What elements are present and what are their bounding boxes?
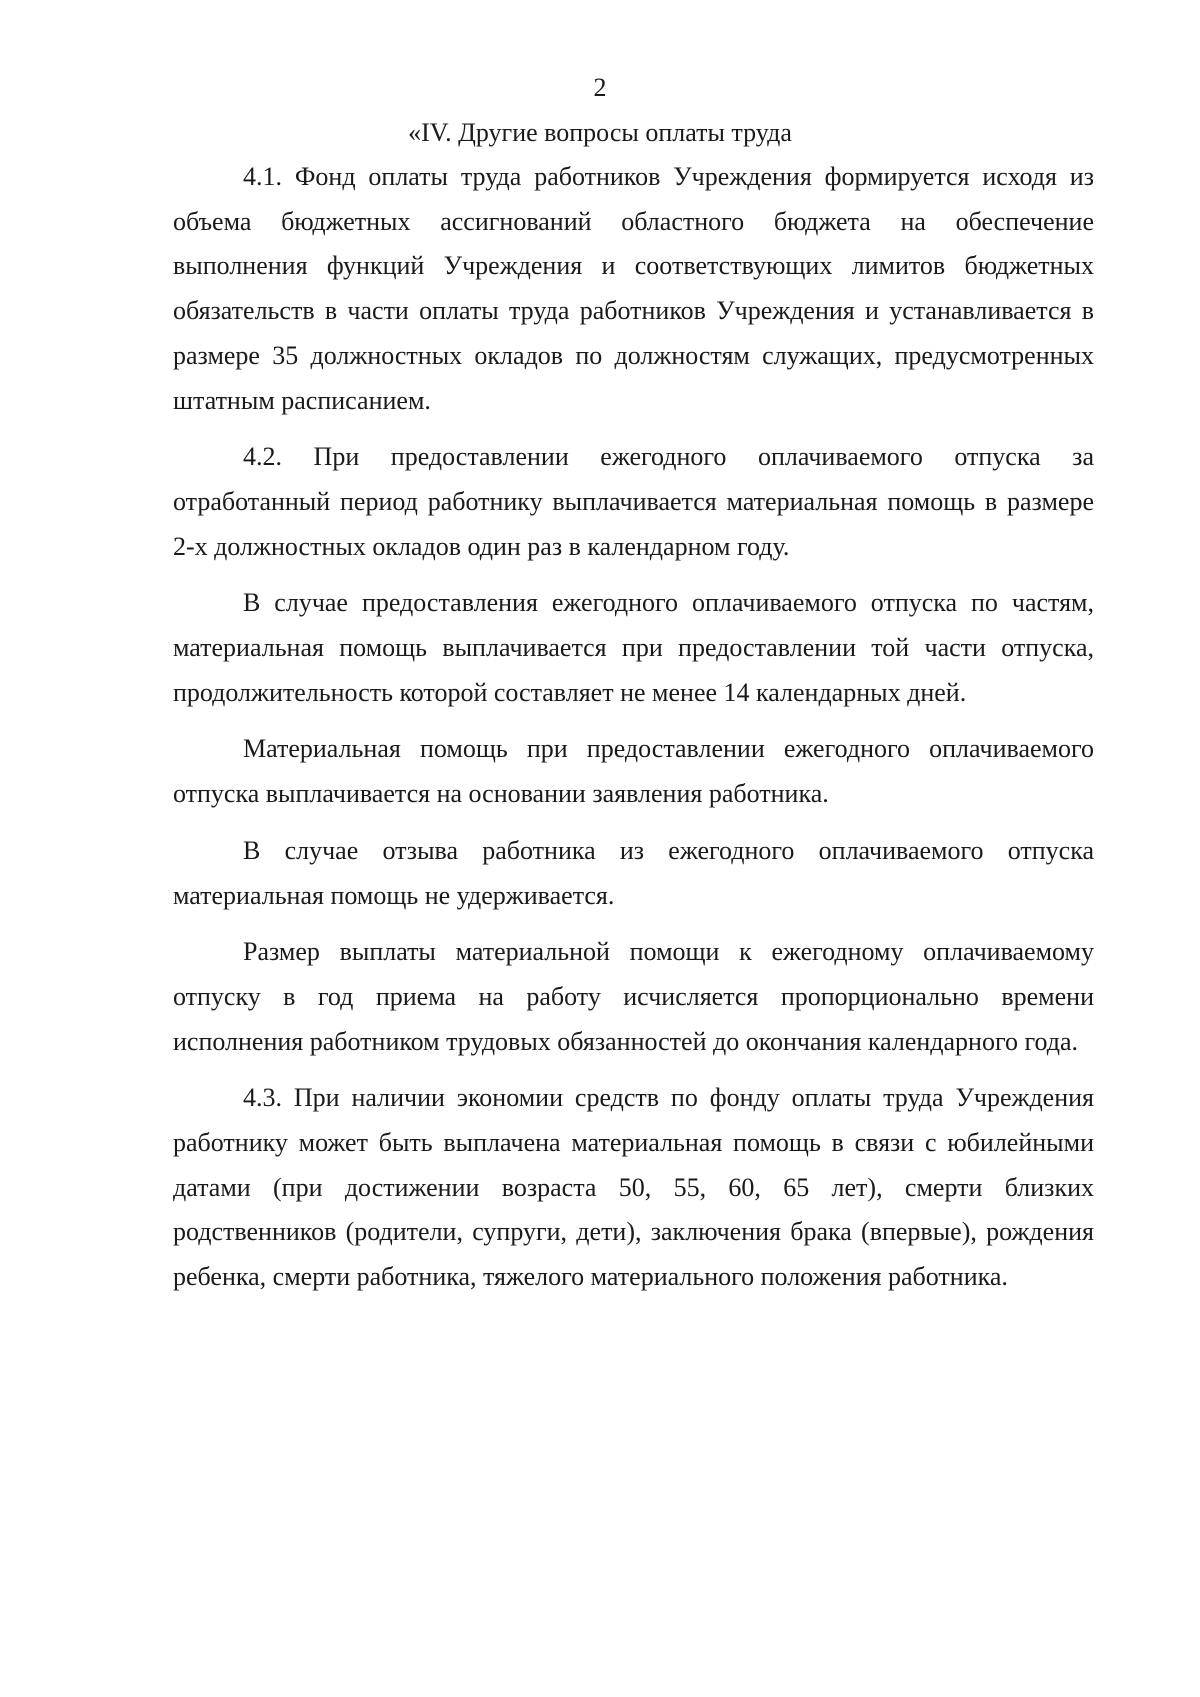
- section-title: «IV. Другие вопросы оплаты труда: [408, 118, 792, 147]
- paragraph-4-2: 4.2. При предоставлении ежегодного оплачиваемого отпуска за отработанный период работнику выплачивается материальная помощь в размере 2-х должностных окладов один раз в календарном году.: [173, 442, 1094, 561]
- paragraph-application-basis: Материальная помощь при предоставлении ежегодного оплачиваемого отпуска выплачивается на основании заявления работника.: [173, 734, 1094, 809]
- paragraph-4-3: 4.3. При наличии экономии средств по фонду оплаты труда Учреждения работнику может быть выплачена материальная помощь в связи с юбилейными датами (при достижении возраста 50, 55, 60, 65 лет), смерти близких родственников (родители, супруги, дети), заключения брака (впервые), рождения ребенка, смерти работника, тяжелого материального положения работника.: [173, 1083, 1094, 1292]
- paragraph-proportional-amount: Размер выплаты материальной помощи к ежегодному оплачиваемому отпуску в год приема на работу исчисляется пропорционально времени исполнения работником трудовых обязанностей до окончания календарного года.: [173, 937, 1094, 1056]
- paragraph-vacation-parts: В случае предоставления ежегодного оплачиваемого отпуска по частям, материальная помощь выплачивается при предоставлении той части отпуска, продолжительность которой составляет не менее 14 календарных дней.: [173, 588, 1094, 707]
- page-number: 2: [593, 73, 607, 102]
- paragraph-4-1: 4.1. Фонд оплаты труда работников Учреждения формируется исходя из объема бюджетных ассигнований областного бюджета на обеспечение выполнения функций Учреждения и соответствующих лимитов бюджетных обязательств в части оплаты труда работников Учреждения и устанавливается в размере 35 должностных окладов по должностям служащих, предусмотренных штатным расписанием.: [173, 162, 1094, 415]
- paragraph-recall: В случае отзыва работника из ежегодного оплачиваемого отпуска материальная помощь не удерживается.: [173, 835, 1094, 910]
- document-body: [173, 155, 1094, 1300]
